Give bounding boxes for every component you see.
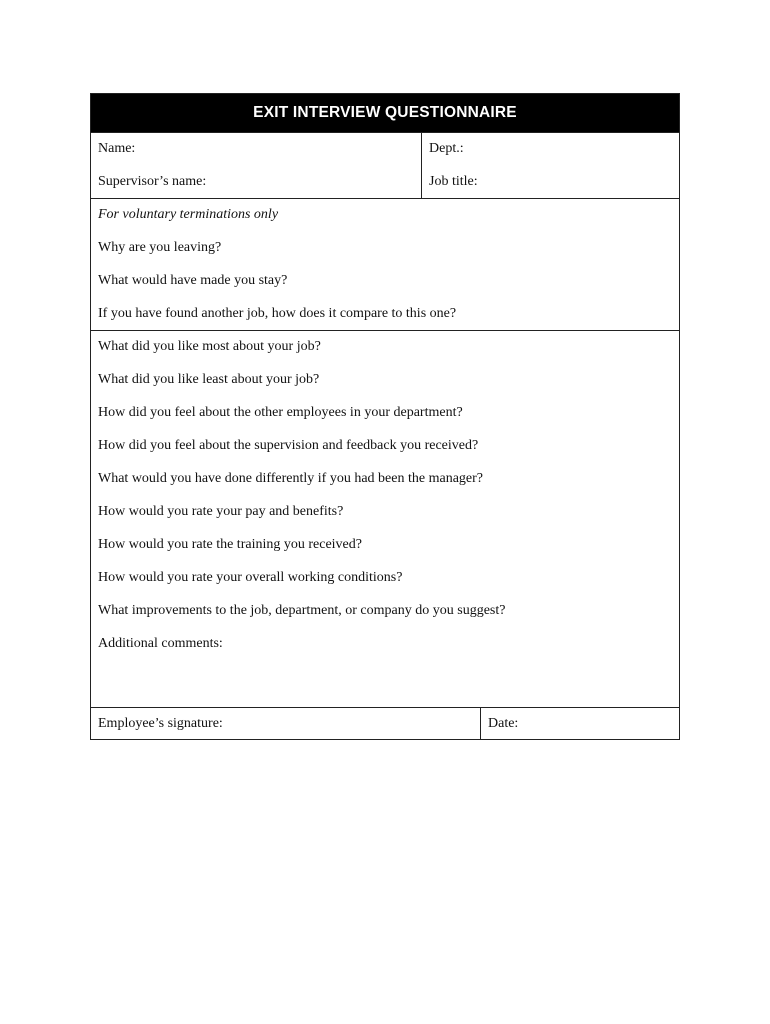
question-like-most[interactable]: What did you like most about your job? (98, 339, 321, 354)
question-made-you-stay[interactable]: What would have made you stay? (98, 273, 288, 288)
form-title: EXIT INTERVIEW QUESTIONNAIRE (91, 94, 679, 132)
question-training[interactable]: How would you rate the training you received? (98, 537, 362, 552)
voluntary-heading: For voluntary terminations only (98, 207, 279, 222)
employee-info-right (422, 133, 679, 198)
signature-right (481, 708, 679, 739)
voluntary-section-body (91, 199, 679, 330)
question-done-differently[interactable]: What would you have done differently if you had been the manager? (98, 471, 483, 486)
voluntary-section (91, 198, 679, 330)
employee-info-left (91, 133, 422, 198)
question-improvements[interactable]: What improvements to the job, department, or company do you suggest? (98, 603, 506, 618)
job-title-field[interactable]: Job title: (429, 174, 478, 189)
supervisor-name-field[interactable]: Supervisor’s name: (98, 174, 207, 189)
question-another-job[interactable]: If you have found another job, how does it compare to this one? (98, 306, 457, 321)
question-pay-benefits[interactable]: How would you rate your pay and benefits? (98, 504, 344, 519)
date-field[interactable]: Date: (488, 716, 519, 731)
employee-info-row (91, 132, 679, 198)
signature-left (91, 708, 481, 739)
question-supervision-feedback[interactable]: How did you feel about the supervision and feedback you received? (98, 438, 479, 453)
general-section-body (91, 331, 679, 707)
exit-interview-form (90, 93, 680, 740)
dept-field[interactable]: Dept.: (429, 141, 464, 156)
additional-comments-label[interactable]: Additional comments: (98, 636, 223, 651)
question-why-leaving[interactable]: Why are you leaving? (98, 240, 222, 255)
question-other-employees[interactable]: How did you feel about the other employees in your department? (98, 405, 463, 420)
question-like-least[interactable]: What did you like least about your job? (98, 372, 320, 387)
employee-signature-field[interactable]: Employee’s signature: (98, 716, 223, 731)
additional-comments-area[interactable] (91, 660, 679, 707)
question-working-conditions[interactable]: How would you rate your overall working conditions? (98, 570, 403, 585)
name-field[interactable]: Name: (98, 141, 136, 156)
signature-row (91, 707, 679, 739)
general-section (91, 330, 679, 707)
